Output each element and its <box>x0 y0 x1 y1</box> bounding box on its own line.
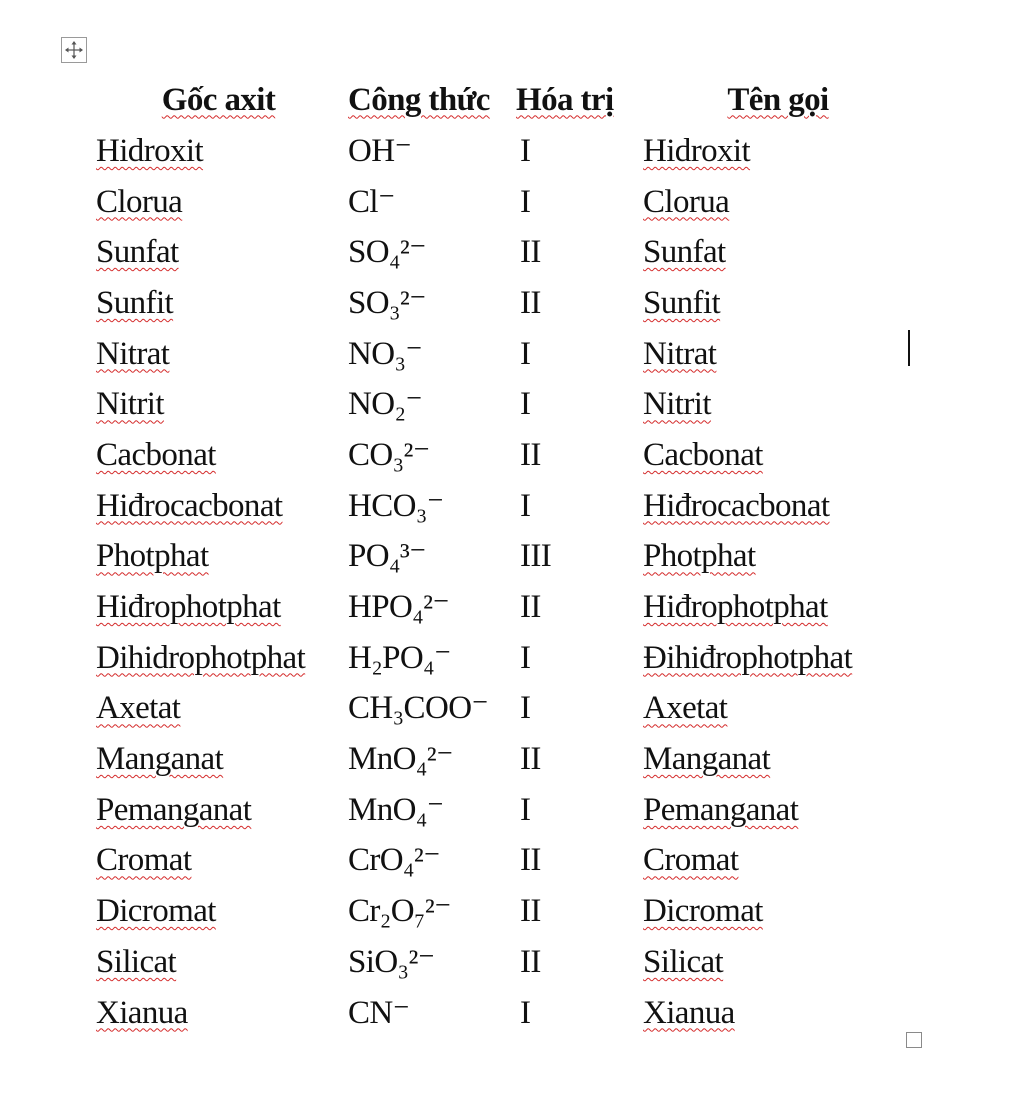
cell-hoa-tri <box>516 937 643 988</box>
cell-ten-goi-text: Hiđrocacbonat <box>643 487 830 524</box>
cell-goc-axit-text: Cromat <box>96 842 192 879</box>
header-hoa-tri-text: Hóa trị <box>516 81 614 118</box>
cell-cong-thuc-text: SO₃²⁻ <box>348 284 427 321</box>
table-row <box>89 126 913 177</box>
cell-cong-thuc <box>348 227 516 278</box>
cell-ten-goi <box>643 734 913 785</box>
cell-goc-axit <box>89 582 348 633</box>
table-row <box>89 633 913 684</box>
cell-cong-thuc <box>348 633 516 684</box>
cell-cong-thuc <box>348 785 516 836</box>
header-goc-axit-text: Gốc axit <box>161 81 276 118</box>
cell-goc-axit <box>89 177 348 228</box>
cell-ten-goi <box>643 532 913 583</box>
cell-ten-goi-text: Đihiđrophotphat <box>643 639 853 676</box>
cell-hoa-tri <box>516 379 643 430</box>
cell-cong-thuc-text: SO₄²⁻ <box>348 234 427 271</box>
cell-ten-goi <box>643 126 913 177</box>
cell-hoa-tri-text: II <box>520 943 541 980</box>
cell-cong-thuc <box>348 937 516 988</box>
cell-hoa-tri <box>516 734 643 785</box>
cell-cong-thuc <box>348 329 516 380</box>
cell-ten-goi-text: Dicromat <box>643 893 763 930</box>
cell-cong-thuc-text: PO₄³⁻ <box>348 538 427 575</box>
cell-ten-goi <box>643 886 913 937</box>
cell-goc-axit <box>89 785 348 836</box>
cell-hoa-tri-text: I <box>520 690 531 727</box>
cell-goc-axit-text: Xianua <box>96 994 188 1031</box>
cell-ten-goi-text: Sunfit <box>643 284 721 321</box>
table-row <box>89 430 913 481</box>
cell-hoa-tri <box>516 988 643 1039</box>
cell-ten-goi-text: Silicat <box>643 943 724 980</box>
cell-hoa-tri <box>516 481 643 532</box>
cell-cong-thuc <box>348 177 516 228</box>
cell-hoa-tri-text: I <box>520 994 531 1031</box>
cell-hoa-tri <box>516 582 643 633</box>
table-row <box>89 582 913 633</box>
cell-ten-goi-text: Nitrit <box>643 386 711 423</box>
cell-cong-thuc <box>348 430 516 481</box>
cell-ten-goi-text: Clorua <box>643 183 730 220</box>
cell-goc-axit-text: Cacbonat <box>96 436 216 473</box>
cell-ten-goi-text: Hiđrophotphat <box>643 589 828 626</box>
cell-goc-axit-text: Photphat <box>96 538 209 575</box>
table-row <box>89 379 913 430</box>
cell-ten-goi <box>643 227 913 278</box>
cell-ten-goi <box>643 379 913 430</box>
table-row <box>89 734 913 785</box>
cell-cong-thuc <box>348 126 516 177</box>
move-arrows-icon <box>62 38 86 62</box>
table-move-handle[interactable] <box>61 37 87 63</box>
table-row <box>89 227 913 278</box>
acid-radical-table <box>89 70 913 1038</box>
cell-goc-axit <box>89 379 348 430</box>
cell-goc-axit <box>89 684 348 735</box>
cell-cong-thuc-text: SiO₃²⁻ <box>348 943 435 980</box>
cell-goc-axit-text: Pemanganat <box>96 791 252 828</box>
cell-ten-goi-text: Hidroxit <box>643 132 751 169</box>
header-hoa-tri <box>516 70 643 126</box>
cell-cong-thuc <box>348 886 516 937</box>
cell-cong-thuc-text: HCO₃⁻ <box>348 487 444 524</box>
cell-hoa-tri-text: II <box>520 589 541 626</box>
cell-goc-axit-text: Hiđrocacbonat <box>96 487 283 524</box>
cell-ten-goi <box>643 430 913 481</box>
header-ten-goi <box>643 70 913 126</box>
cell-goc-axit <box>89 937 348 988</box>
cell-cong-thuc-text: H₂PO₄⁻ <box>348 639 451 676</box>
cell-cong-thuc <box>348 532 516 583</box>
cell-cong-thuc-text: NO₂⁻ <box>348 386 423 423</box>
cell-ten-goi-text: Cromat <box>643 842 739 879</box>
cell-goc-axit-text: Hidroxit <box>96 132 204 169</box>
cell-cong-thuc-text: Cl⁻ <box>348 183 395 220</box>
header-cong-thuc <box>348 70 516 126</box>
table-row <box>89 684 913 735</box>
cell-cong-thuc-text: CrO₄²⁻ <box>348 842 441 879</box>
cell-goc-axit-text: Clorua <box>96 183 183 220</box>
cell-hoa-tri-text: II <box>520 842 541 879</box>
cell-cong-thuc <box>348 481 516 532</box>
table-resize-handle[interactable] <box>906 1032 922 1048</box>
cell-goc-axit <box>89 988 348 1039</box>
cell-ten-goi-text: Nitrat <box>643 335 717 372</box>
cell-goc-axit-text: Silicat <box>96 943 177 980</box>
cell-hoa-tri <box>516 633 643 684</box>
cell-goc-axit-text: Sunfat <box>96 234 179 271</box>
cell-cong-thuc-text: CN⁻ <box>348 994 410 1031</box>
table-row <box>89 532 913 583</box>
cell-ten-goi-text: Cacbonat <box>643 436 763 473</box>
cell-goc-axit <box>89 836 348 887</box>
table-row <box>89 836 913 887</box>
cell-cong-thuc-text: MnO₄⁻ <box>348 791 444 828</box>
cell-goc-axit <box>89 886 348 937</box>
cell-goc-axit-text: Manganat <box>96 741 224 778</box>
table-body <box>89 126 913 1038</box>
cell-goc-axit-text: Nitrit <box>96 386 164 423</box>
cell-hoa-tri-text: II <box>520 893 541 930</box>
cell-hoa-tri <box>516 329 643 380</box>
cell-hoa-tri-text: I <box>520 487 531 524</box>
table-row <box>89 886 913 937</box>
cell-hoa-tri-text: II <box>520 234 541 271</box>
table-row <box>89 785 913 836</box>
cell-hoa-tri-text: II <box>520 741 541 778</box>
cell-ten-goi <box>643 633 913 684</box>
cell-cong-thuc-text: MnO₄²⁻ <box>348 741 453 778</box>
cell-ten-goi <box>643 684 913 735</box>
cell-cong-thuc-text: Cr₂O₇²⁻ <box>348 893 451 930</box>
cell-goc-axit-text: Dihidrophotphat <box>96 639 306 676</box>
cell-hoa-tri-text: I <box>520 791 531 828</box>
cell-cong-thuc <box>348 278 516 329</box>
cell-goc-axit-text: Nitrat <box>96 335 170 372</box>
table-row <box>89 937 913 988</box>
cell-goc-axit-text: Sunfit <box>96 284 174 321</box>
cell-goc-axit <box>89 329 348 380</box>
cell-cong-thuc <box>348 379 516 430</box>
cell-cong-thuc <box>348 836 516 887</box>
header-ten-goi-text: Tên gọi <box>727 81 829 118</box>
cell-goc-axit <box>89 734 348 785</box>
cell-cong-thuc <box>348 684 516 735</box>
cell-cong-thuc-text: CO₃²⁻ <box>348 436 430 473</box>
cell-ten-goi <box>643 937 913 988</box>
cell-hoa-tri <box>516 836 643 887</box>
cell-goc-axit <box>89 532 348 583</box>
cell-ten-goi <box>643 785 913 836</box>
cell-hoa-tri <box>516 227 643 278</box>
cell-hoa-tri-text: III <box>520 538 552 575</box>
cell-hoa-tri-text: I <box>520 183 531 220</box>
cell-ten-goi <box>643 329 913 380</box>
table-header-row <box>89 70 913 126</box>
cell-hoa-tri <box>516 785 643 836</box>
cell-goc-axit <box>89 126 348 177</box>
header-cong-thuc-text: Công thức <box>348 81 490 118</box>
cell-ten-goi <box>643 481 913 532</box>
cell-hoa-tri-text: II <box>520 436 541 473</box>
cell-ten-goi-text: Manganat <box>643 741 771 778</box>
cell-hoa-tri-text: II <box>520 284 541 321</box>
cell-hoa-tri <box>516 177 643 228</box>
cell-goc-axit <box>89 633 348 684</box>
cell-hoa-tri-text: I <box>520 132 531 169</box>
cell-ten-goi <box>643 278 913 329</box>
cell-cong-thuc-text: OH⁻ <box>348 132 412 169</box>
cell-ten-goi <box>643 836 913 887</box>
cell-cong-thuc <box>348 988 516 1039</box>
cell-goc-axit-text: Dicromat <box>96 893 216 930</box>
cell-ten-goi-text: Xianua <box>643 994 735 1031</box>
cell-ten-goi <box>643 582 913 633</box>
cell-ten-goi <box>643 177 913 228</box>
cell-cong-thuc-text: NO₃⁻ <box>348 335 423 372</box>
cell-cong-thuc-text: HPO₄²⁻ <box>348 589 450 626</box>
cell-ten-goi <box>643 988 913 1039</box>
cell-goc-axit <box>89 481 348 532</box>
cell-cong-thuc <box>348 734 516 785</box>
table-row <box>89 278 913 329</box>
cell-ten-goi-text: Pemanganat <box>643 791 799 828</box>
cell-cong-thuc-text: CH₃COO⁻ <box>348 690 489 727</box>
cell-goc-axit <box>89 278 348 329</box>
cell-ten-goi-text: Photphat <box>643 538 756 575</box>
cell-hoa-tri <box>516 126 643 177</box>
table-row <box>89 481 913 532</box>
table-row <box>89 988 913 1039</box>
table-row <box>89 177 913 228</box>
cell-ten-goi-text: Axetat <box>643 690 728 727</box>
cell-hoa-tri <box>516 278 643 329</box>
header-goc-axit <box>89 70 348 126</box>
cell-cong-thuc <box>348 582 516 633</box>
cell-goc-axit <box>89 430 348 481</box>
cell-goc-axit-text: Axetat <box>96 690 181 727</box>
cell-hoa-tri-text: I <box>520 386 531 423</box>
cell-hoa-tri-text: I <box>520 639 531 676</box>
cell-hoa-tri <box>516 430 643 481</box>
cell-hoa-tri-text: I <box>520 335 531 372</box>
cell-goc-axit <box>89 227 348 278</box>
cell-ten-goi-text: Sunfat <box>643 234 726 271</box>
cell-hoa-tri <box>516 684 643 735</box>
cell-hoa-tri <box>516 532 643 583</box>
cell-goc-axit-text: Hiđrophotphat <box>96 589 281 626</box>
table-row <box>89 329 913 380</box>
cell-hoa-tri <box>516 886 643 937</box>
